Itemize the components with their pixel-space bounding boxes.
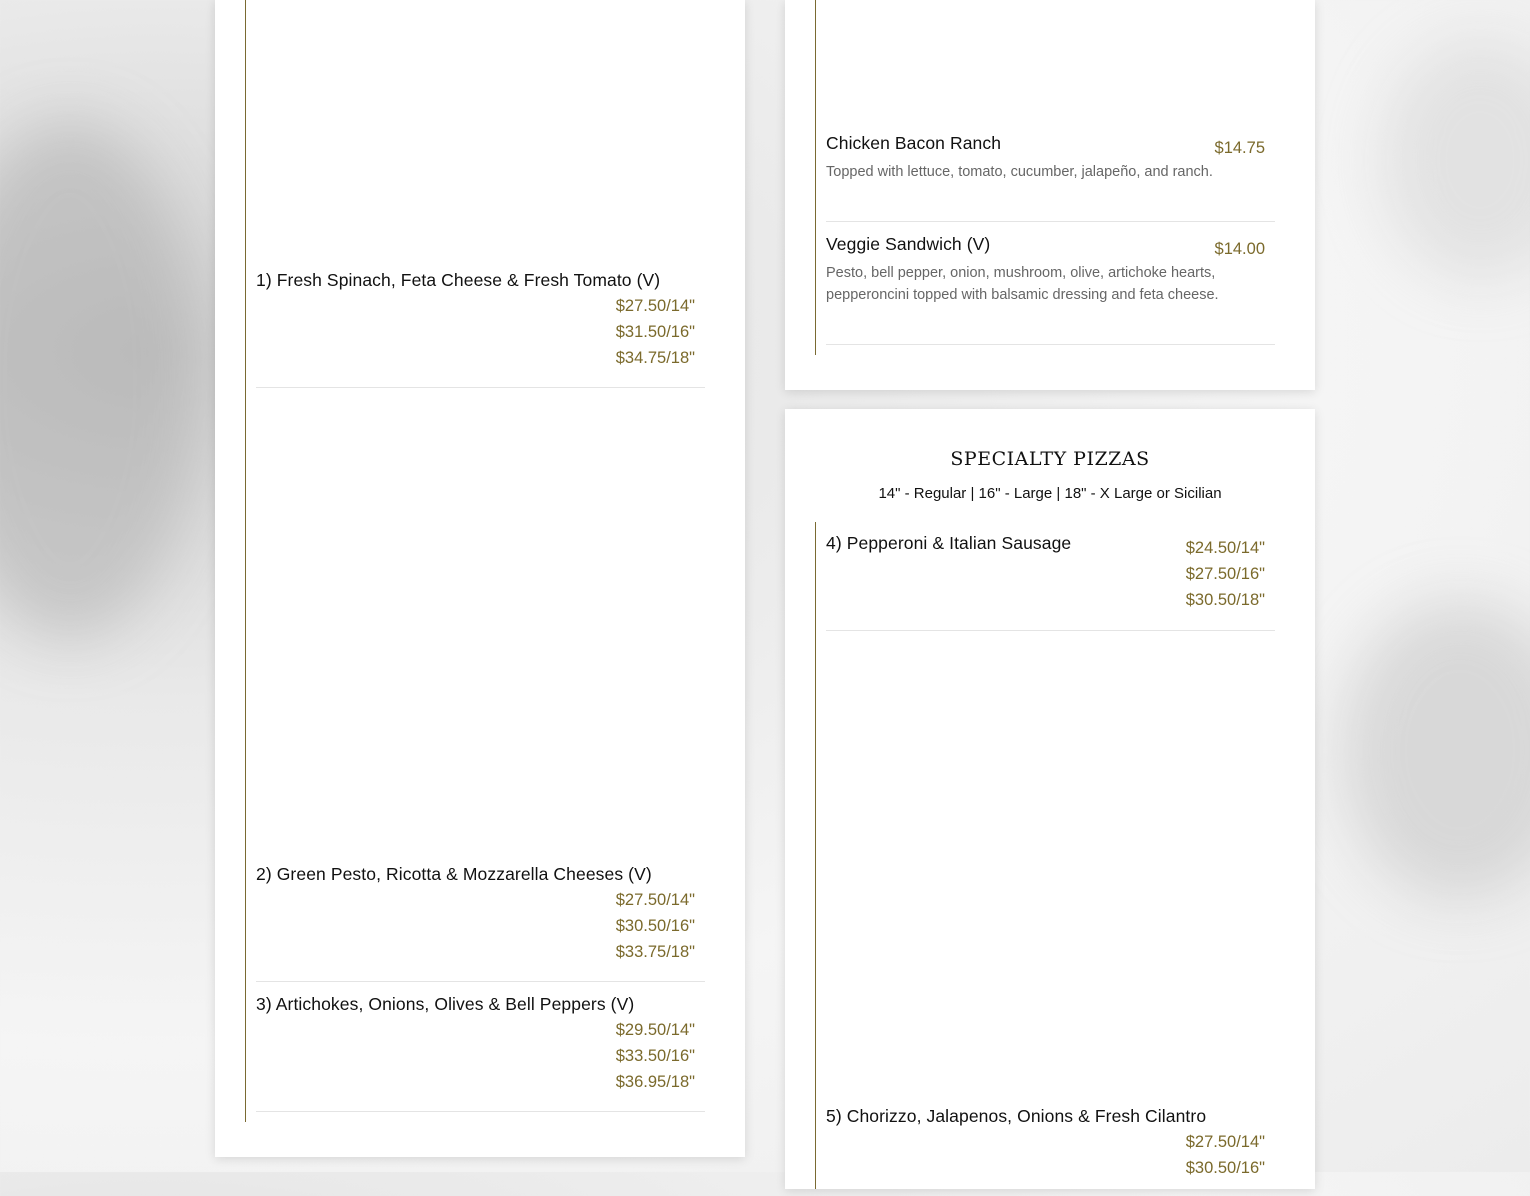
price-list xyxy=(616,293,695,371)
menu-item-price: $33.75/18" xyxy=(615,943,695,961)
menu-item-price: $14.75 xyxy=(1214,139,1265,157)
background-shadow xyxy=(1380,40,1530,280)
menu-item-price: $36.95/18" xyxy=(615,1073,695,1091)
menu-item-name: 3) Artichokes, Onions, Olives & Bell Peppers (V) xyxy=(256,994,635,1014)
background-shadow xyxy=(0,120,200,640)
section-subtitle: 14" - Regular | 16" - Large | 18" - X Large or Sicilian xyxy=(878,485,1222,502)
menu-item-price: $33.50/16" xyxy=(615,1047,695,1065)
sandwiches-card xyxy=(785,0,1315,390)
menu-item xyxy=(256,994,705,1112)
menu-item-price: $27.50/16" xyxy=(1185,565,1265,583)
menu-item-price: $30.50/16" xyxy=(615,917,695,935)
menu-item-name: 1) Fresh Spinach, Feta Cheese & Fresh Tomato (V) xyxy=(256,270,661,290)
menu-item-price: $30.50/18" xyxy=(1185,591,1265,609)
menu-item-price: $24.50/14" xyxy=(1185,539,1265,557)
menu-item-price: $27.50/14" xyxy=(615,891,695,909)
menu-item-price: $27.50/14" xyxy=(1185,1133,1265,1151)
background-shadow xyxy=(1340,600,1530,900)
menu-item-name: Veggie Sandwich (V) xyxy=(826,234,991,254)
menu-items-column xyxy=(245,0,706,1122)
price-list xyxy=(1186,1129,1265,1181)
menu-item-price: $34.75/18" xyxy=(615,349,695,367)
price-list xyxy=(616,887,695,965)
menu-item-price: $14.00 xyxy=(1214,240,1265,258)
price-list xyxy=(1215,236,1265,262)
menu-item-name: 2) Green Pesto, Ricotta & Mozzarella Cheeses (V) xyxy=(256,864,652,884)
menu-item-price: $29.50/14" xyxy=(615,1021,695,1039)
menu-item xyxy=(256,864,705,982)
menu-item-price: $30.50/16" xyxy=(1185,1159,1265,1177)
menu-item-description: Pesto, bell pepper, onion, mushroom, olive, artichoke hearts, pepperoncini topped with balsamic dressing and feta cheese. xyxy=(826,265,1219,303)
vegetarian-pizzas-card xyxy=(215,0,745,1157)
menu-item xyxy=(256,270,705,388)
menu-item xyxy=(826,1106,1275,1196)
price-list xyxy=(1186,535,1265,613)
menu-item-name: 4) Pepperoni & Italian Sausage xyxy=(826,533,1072,553)
menu-item xyxy=(826,133,1275,222)
menu-item-name: 5) Chorizzo, Jalapenos, Onions & Fresh Cilantro xyxy=(826,1106,1207,1126)
price-list xyxy=(1215,135,1265,161)
section-title: SPECIALTY PIZZAS xyxy=(950,448,1150,470)
menu-items-column xyxy=(815,0,1276,355)
menu-item-price: $31.50/16" xyxy=(615,323,695,341)
price-list xyxy=(616,1017,695,1095)
menu-item xyxy=(826,234,1275,345)
menu-items-column xyxy=(815,522,1276,1189)
menu-item-description: Topped with lettuce, tomato, cucumber, jalapeño, and ranch. xyxy=(826,164,1213,180)
menu-item-price: $27.50/14" xyxy=(615,297,695,315)
menu-item-name: Chicken Bacon Ranch xyxy=(826,133,1002,153)
menu-item xyxy=(826,533,1275,631)
specialty-pizzas-card xyxy=(785,409,1315,1189)
